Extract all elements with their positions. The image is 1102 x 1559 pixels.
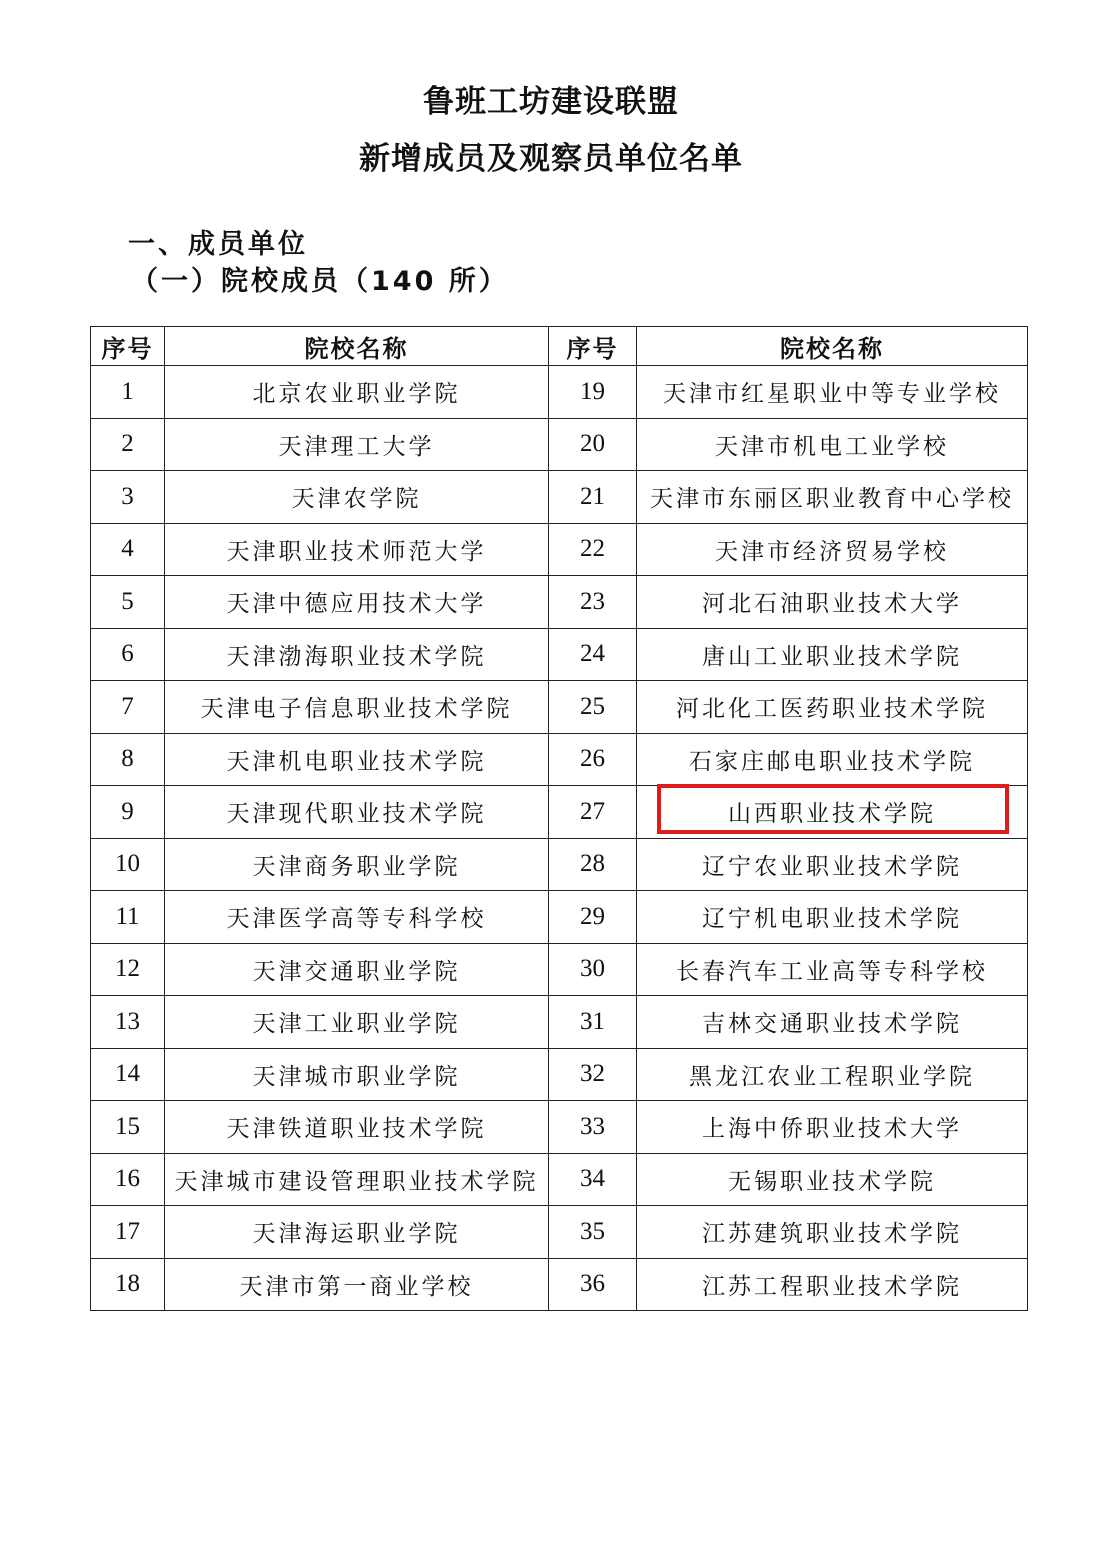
row-serial-number: 23 — [549, 576, 637, 629]
row-institution-name: 天津电子信息职业技术学院 — [165, 681, 549, 734]
row-institution-name: 天津城市职业学院 — [165, 1048, 549, 1101]
row-serial-number: 18 — [91, 1258, 165, 1311]
row-institution-name: 天津城市建设管理职业技术学院 — [165, 1153, 549, 1206]
row-institution-name: 天津市红星职业中等专业学校 — [637, 366, 1028, 419]
row-serial-number: 21 — [549, 471, 637, 524]
header-institution-name: 院校名称 — [165, 327, 549, 366]
row-institution-name: 天津现代职业技术学院 — [165, 786, 549, 839]
row-serial-number: 35 — [549, 1206, 637, 1259]
table-row — [91, 418, 1028, 471]
row-institution-name: 辽宁农业职业技术学院 — [637, 838, 1028, 891]
row-serial-number: 14 — [91, 1048, 165, 1101]
row-institution-name: 天津市第一商业学校 — [165, 1258, 549, 1311]
row-serial-number: 34 — [549, 1153, 637, 1206]
row-serial-number: 2 — [91, 418, 165, 471]
row-institution-name: 天津商务职业学院 — [165, 838, 549, 891]
row-institution-name: 河北化工医药职业技术学院 — [637, 681, 1028, 734]
table-row — [91, 1101, 1028, 1154]
row-institution-name: 天津理工大学 — [165, 418, 549, 471]
row-institution-name: 无锡职业技术学院 — [637, 1153, 1028, 1206]
row-serial-number: 15 — [91, 1101, 165, 1154]
row-serial-number: 10 — [91, 838, 165, 891]
document-title-line-1: 鲁班工坊建设联盟 — [423, 84, 679, 120]
row-serial-number: 13 — [91, 996, 165, 1049]
row-serial-number: 22 — [549, 523, 637, 576]
row-serial-number: 32 — [549, 1048, 637, 1101]
table-row — [91, 576, 1028, 629]
row-serial-number: 33 — [549, 1101, 637, 1154]
row-serial-number: 28 — [549, 838, 637, 891]
row-institution-name: 江苏工程职业技术学院 — [637, 1258, 1028, 1311]
row-institution-name: 天津海运职业学院 — [165, 1206, 549, 1259]
row-serial-number: 7 — [91, 681, 165, 734]
row-institution-name: 吉林交通职业技术学院 — [637, 996, 1028, 1049]
header-serial-number: 序号 — [91, 327, 165, 366]
row-institution-name: 石家庄邮电职业技术学院 — [637, 733, 1028, 786]
table-row — [91, 1206, 1028, 1259]
row-institution-name: 天津市经济贸易学校 — [637, 523, 1028, 576]
row-serial-number: 29 — [549, 891, 637, 944]
subsection-heading: （一）院校成员（140 所） — [131, 266, 509, 297]
row-institution-name: 辽宁机电职业技术学院 — [637, 891, 1028, 944]
table-row — [91, 471, 1028, 524]
row-institution-name: 江苏建筑职业技术学院 — [637, 1206, 1028, 1259]
row-institution-name: 长春汽车工业高等专科学校 — [637, 943, 1028, 996]
row-serial-number: 11 — [91, 891, 165, 944]
highlight-box — [657, 784, 1009, 834]
table-row — [91, 1153, 1028, 1206]
row-institution-name: 天津工业职业学院 — [165, 996, 549, 1049]
table-row — [91, 628, 1028, 681]
row-institution-name: 天津渤海职业技术学院 — [165, 628, 549, 681]
row-serial-number: 36 — [549, 1258, 637, 1311]
row-serial-number: 19 — [549, 366, 637, 419]
row-serial-number: 3 — [91, 471, 165, 524]
table-row — [91, 891, 1028, 944]
table-row — [91, 838, 1028, 891]
row-serial-number: 9 — [91, 786, 165, 839]
row-institution-name: 天津中德应用技术大学 — [165, 576, 549, 629]
row-institution-name: 天津市东丽区职业教育中心学校 — [637, 471, 1028, 524]
row-serial-number: 1 — [91, 366, 165, 419]
row-institution-name: 黑龙江农业工程职业学院 — [637, 1048, 1028, 1101]
row-institution-name: 天津职业技术师范大学 — [165, 523, 549, 576]
table-header-row — [91, 327, 1028, 366]
table-row — [91, 996, 1028, 1049]
table-row — [91, 1048, 1028, 1101]
row-institution-name: 天津机电职业技术学院 — [165, 733, 549, 786]
row-institution-name: 天津医学高等专科学校 — [165, 891, 549, 944]
row-institution-name: 山西职业技术学院 — [637, 786, 1028, 839]
row-serial-number: 24 — [549, 628, 637, 681]
row-institution-name: 天津市机电工业学校 — [637, 418, 1028, 471]
row-institution-name: 唐山工业职业技术学院 — [637, 628, 1028, 681]
row-serial-number: 25 — [549, 681, 637, 734]
document-title-line-2: 新增成员及观察员单位名单 — [359, 141, 743, 177]
row-serial-number: 6 — [91, 628, 165, 681]
row-serial-number: 5 — [91, 576, 165, 629]
row-serial-number: 16 — [91, 1153, 165, 1206]
row-institution-name: 天津铁道职业技术学院 — [165, 1101, 549, 1154]
row-institution-name: 河北石油职业技术大学 — [637, 576, 1028, 629]
table-row — [91, 681, 1028, 734]
table-row — [91, 1258, 1028, 1311]
table-row — [91, 733, 1028, 786]
table-row — [91, 366, 1028, 419]
row-serial-number: 27 — [549, 786, 637, 839]
table-row — [91, 523, 1028, 576]
row-serial-number: 26 — [549, 733, 637, 786]
row-serial-number: 30 — [549, 943, 637, 996]
row-institution-name: 天津交通职业学院 — [165, 943, 549, 996]
row-serial-number: 20 — [549, 418, 637, 471]
row-serial-number: 8 — [91, 733, 165, 786]
header-institution-name: 院校名称 — [637, 327, 1028, 366]
row-serial-number: 17 — [91, 1206, 165, 1259]
row-serial-number: 12 — [91, 943, 165, 996]
row-institution-name: 上海中侨职业技术大学 — [637, 1101, 1028, 1154]
section-heading: 一、成员单位 — [128, 229, 308, 260]
row-serial-number: 31 — [549, 996, 637, 1049]
row-institution-name: 北京农业职业学院 — [165, 366, 549, 419]
row-serial-number: 4 — [91, 523, 165, 576]
table-row — [91, 943, 1028, 996]
row-institution-name: 天津农学院 — [165, 471, 549, 524]
header-serial-number: 序号 — [549, 327, 637, 366]
